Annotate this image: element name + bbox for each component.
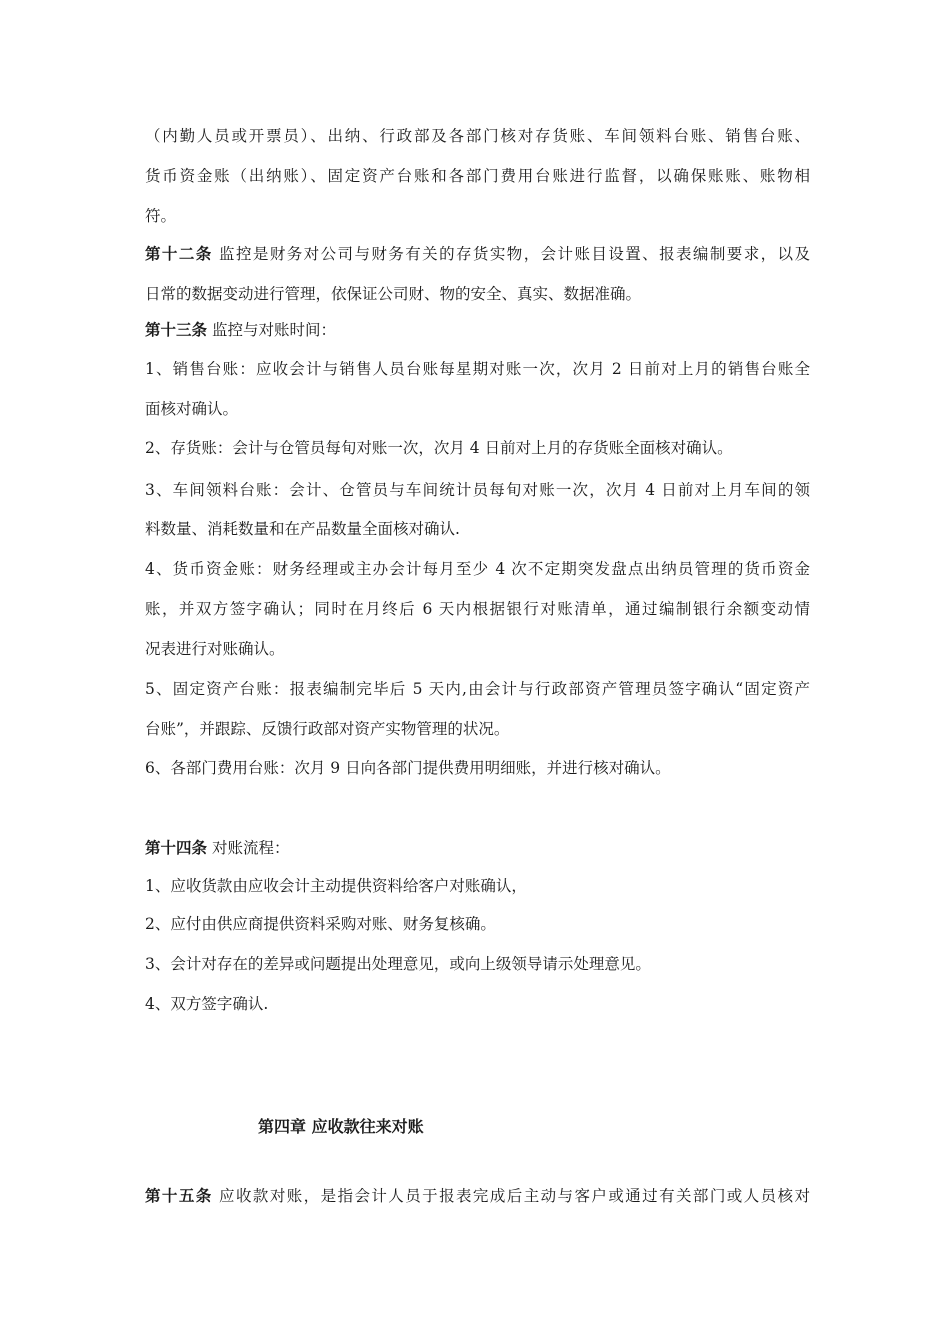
article-15-text: 应收款对账，是指会计人员于报表完成后主动与客户或通过有关部门或人员核对 (212, 1187, 810, 1205)
article-14-text: 对账流程： (207, 839, 290, 857)
article-13-label: 第十三条 (145, 320, 208, 339)
article-15-label: 第十五条 (145, 1186, 213, 1205)
article-13-item-3-line-2: 料数量、消耗数量和在产品数量全面核对确认. (145, 520, 460, 538)
article-13-text: 监控与对账时间： (207, 321, 336, 339)
article-13-item-1-line-2: 面核对确认。 (145, 400, 239, 418)
article-13-item-4-line-1: 4、货币资金账：财务经理或主办会计每月至少 4 次不定期突发盘点出纳员管理的货币资金 (145, 560, 810, 578)
article-13-item-6: 6、各部门费用台账：次月 9 日向各部门提供费用明细账，并进行核对确认。 (145, 759, 671, 777)
article-13-item-5-line-1: 5、固定资产台账：报表编制完毕后 5 天内,由会计与行政部资产管理员签字确认“固定资产 (145, 680, 810, 698)
intro-line-1: （内勤人员或开票员）、出纳、行政部及各部门核对存货账、车间领料台账、销售台账、 (145, 127, 810, 145)
article-14-label: 第十四条 (145, 838, 208, 857)
article-14-item-1: 1、应收货款由应收会计主动提供资料给客户对账确认， (145, 877, 527, 895)
article-15-line-1 (145, 1186, 810, 1206)
article-12-line-1 (145, 244, 810, 264)
article-13-item-4-line-2: 账，并双方签字确认；同时在月终后 6 天内根据银行对账清单，通过编制银行余额变动情 (145, 600, 810, 618)
article-13-item-3-line-1: 3、车间领料台账：会计、仓管员与车间统计员每旬对账一次，次月 4 日前对上月车间的领 (145, 481, 810, 499)
article-14-item-3: 3、会计对存在的差异或问题提出处理意见，或向上级领导请示处理意见。 (145, 955, 651, 973)
article-14-heading (145, 838, 289, 858)
article-13-item-2: 2、存货账：会计与仓管员每旬对账一次，次月 4 日前对上月的存货账全面核对确认。 (145, 439, 733, 457)
article-13-heading (145, 320, 336, 340)
article-14-item-2: 2、应付由供应商提供资料采购对账、财务复核确。 (145, 915, 496, 933)
chapter-heading: 第四章 应收款往来对账 (258, 1117, 424, 1136)
article-12-line-2: 日常的数据变动进行管理，依保证公司财、物的安全、真实、数据准确。 (145, 285, 642, 303)
article-14-item-4: 4、双方签字确认. (145, 995, 269, 1013)
article-12-text-1: 监控是财务对公司与财务有关的存货实物，会计账目设置、报表编制要求，以及 (212, 245, 810, 263)
intro-line-3: 符。 (145, 207, 177, 225)
intro-line-2: 货币资金账（出纳账）、固定资产台账和各部门费用台账进行监督，以确保账账、账物相 (145, 167, 810, 185)
article-12-label: 第十二条 (145, 244, 213, 263)
article-13-item-1-line-1: 1、销售台账：应收会计与销售人员台账每星期对账一次，次月 2 日前对上月的销售台账全 (145, 360, 810, 378)
article-13-item-4-line-3: 况表进行对账确认。 (145, 640, 285, 658)
article-13-item-5-line-2: 台账”，并跟踪、反馈行政部对资产实物管理的状况。 (145, 720, 510, 738)
